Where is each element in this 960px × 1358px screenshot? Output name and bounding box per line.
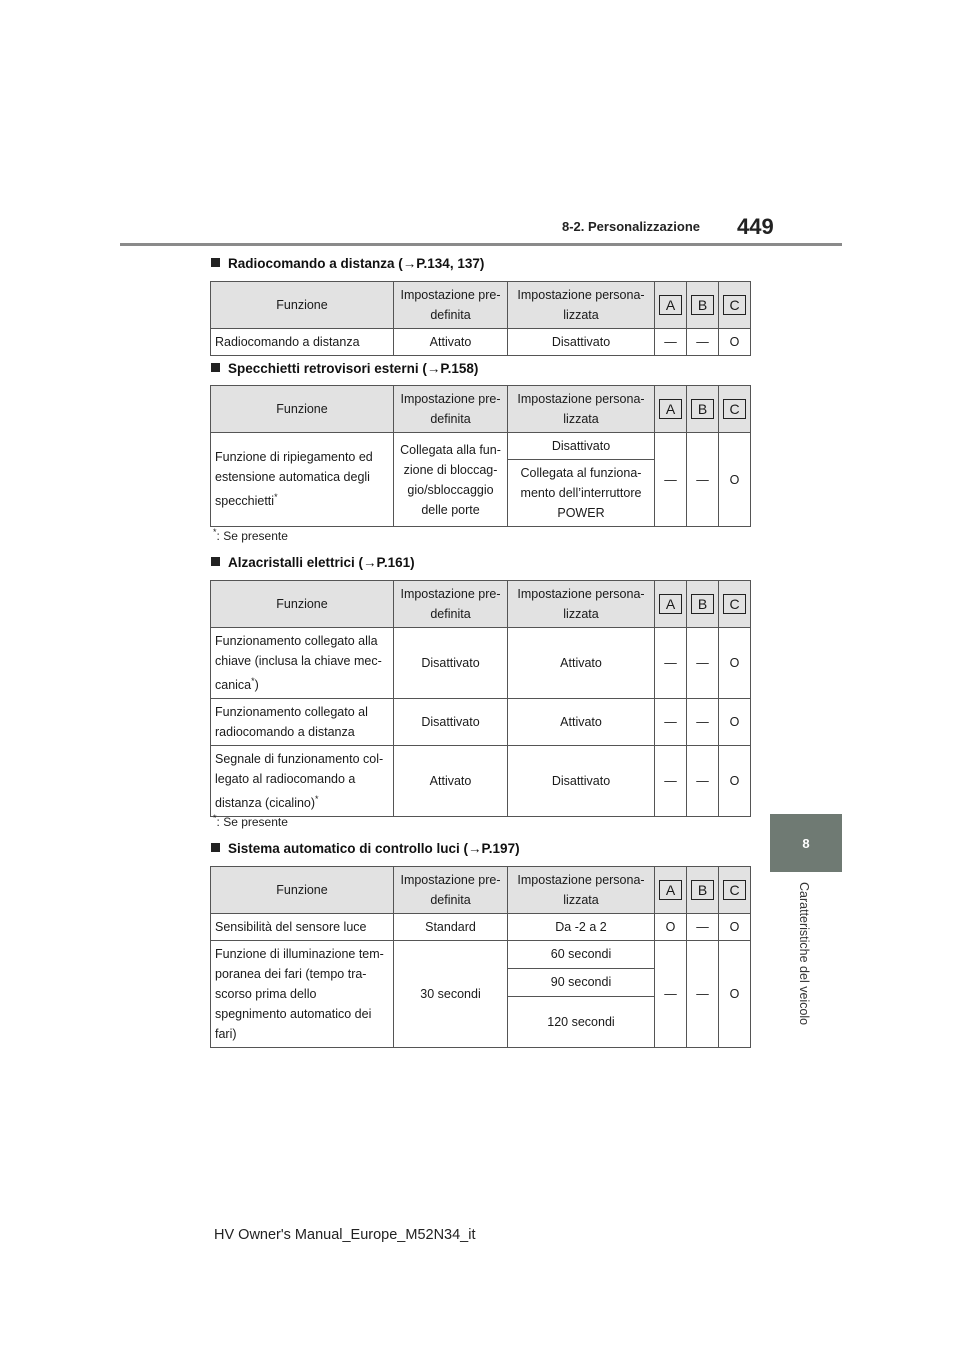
section-header: 8-2. Personalizzazione: [562, 219, 700, 234]
chapter-number: 8: [802, 835, 810, 851]
table-header-row: [211, 282, 751, 329]
table-header-row: Funzione Impostazione pre- definita Impostazione persona- lizzata A B C: [211, 386, 751, 433]
table-alzacristalli: [210, 580, 751, 817]
header-a: A: [655, 282, 687, 329]
chapter-label: Caratteristiche del veicolo: [797, 882, 811, 1026]
footer-manual-id: HV Owner's Manual_Europe_M52N34_it: [214, 1227, 476, 1243]
table-row: Radiocomando a distanza Attivato Disattivato — — O: [211, 329, 751, 356]
section-title-alzacristalli: Alzacristalli elettrici (→P.161): [211, 555, 415, 570]
bullet-square-icon: [211, 363, 220, 372]
page-number: 449: [737, 214, 774, 239]
header-funzione: Funzione: [211, 282, 394, 329]
table-luci: [210, 866, 751, 1048]
table-row: Funzione di illuminazione tem- poranea dei fari (tempo tra- scorso prima dello spegnimento automatico dei fari) 30 secondi 60 secondi — — O: [211, 941, 751, 969]
header-predefinita: Impostazione pre- definita: [394, 282, 508, 329]
table-row: Collegata al funziona- mento dell’interruttore POWER: [211, 460, 751, 527]
header-c: C: [719, 282, 751, 329]
table-row: Funzione di ripiegamento ed estensione automatica degli specchietti* Collegata alla fun- zione di bloccag- gio/sbloccaggio delle porte Disattivato — — O: [211, 433, 751, 460]
table-row: Funzionamento collegato al radiocomando a distanza Disattivato Attivato — — O: [211, 699, 751, 746]
bullet-square-icon: [211, 557, 220, 566]
section-title-radiocomando: Radiocomando a distanza (→P.134, 137): [211, 256, 484, 271]
table-specchietti: [210, 385, 751, 527]
chapter-tab: [770, 814, 842, 872]
bullet-square-icon: [211, 258, 220, 267]
header-b: B: [687, 282, 719, 329]
table-header-row: Funzione Impostazione pre- definita Impostazione persona- lizzata A B C: [211, 867, 751, 914]
footnote: *: Se presente: [213, 813, 288, 829]
table-row: 90 secondi: [211, 968, 751, 996]
table-row: Sensibilità del sensore luce Standard Da -2 a 2 O — O: [211, 914, 751, 941]
section-title-luci: Sistema automatico di controllo luci (→P.197): [211, 841, 520, 856]
chapter-side-label: [794, 882, 814, 1042]
section-title-specchietti: Specchietti retrovisori esterni (→P.158): [211, 361, 478, 376]
table-header-row: Funzione Impostazione pre- definita Impostazione persona- lizzata A B C: [211, 581, 751, 628]
header-rule: [120, 243, 842, 246]
footnote: *: Se presente: [213, 527, 288, 543]
table-row: 120 secondi: [211, 996, 751, 1047]
header-personalizzata: Impostazione persona- lizzata: [508, 282, 655, 329]
bullet-square-icon: [211, 843, 220, 852]
table-row: Segnale di funzionamento col- legato al radiocomando a distanza (cicalino)* Attivato Disattivato — — O: [211, 746, 751, 817]
table-radiocomando: [210, 281, 751, 356]
table-row: Funzionamento collegato alla chiave (inclusa la chiave mec- canica*) Disattivato Attivato — — O: [211, 628, 751, 699]
